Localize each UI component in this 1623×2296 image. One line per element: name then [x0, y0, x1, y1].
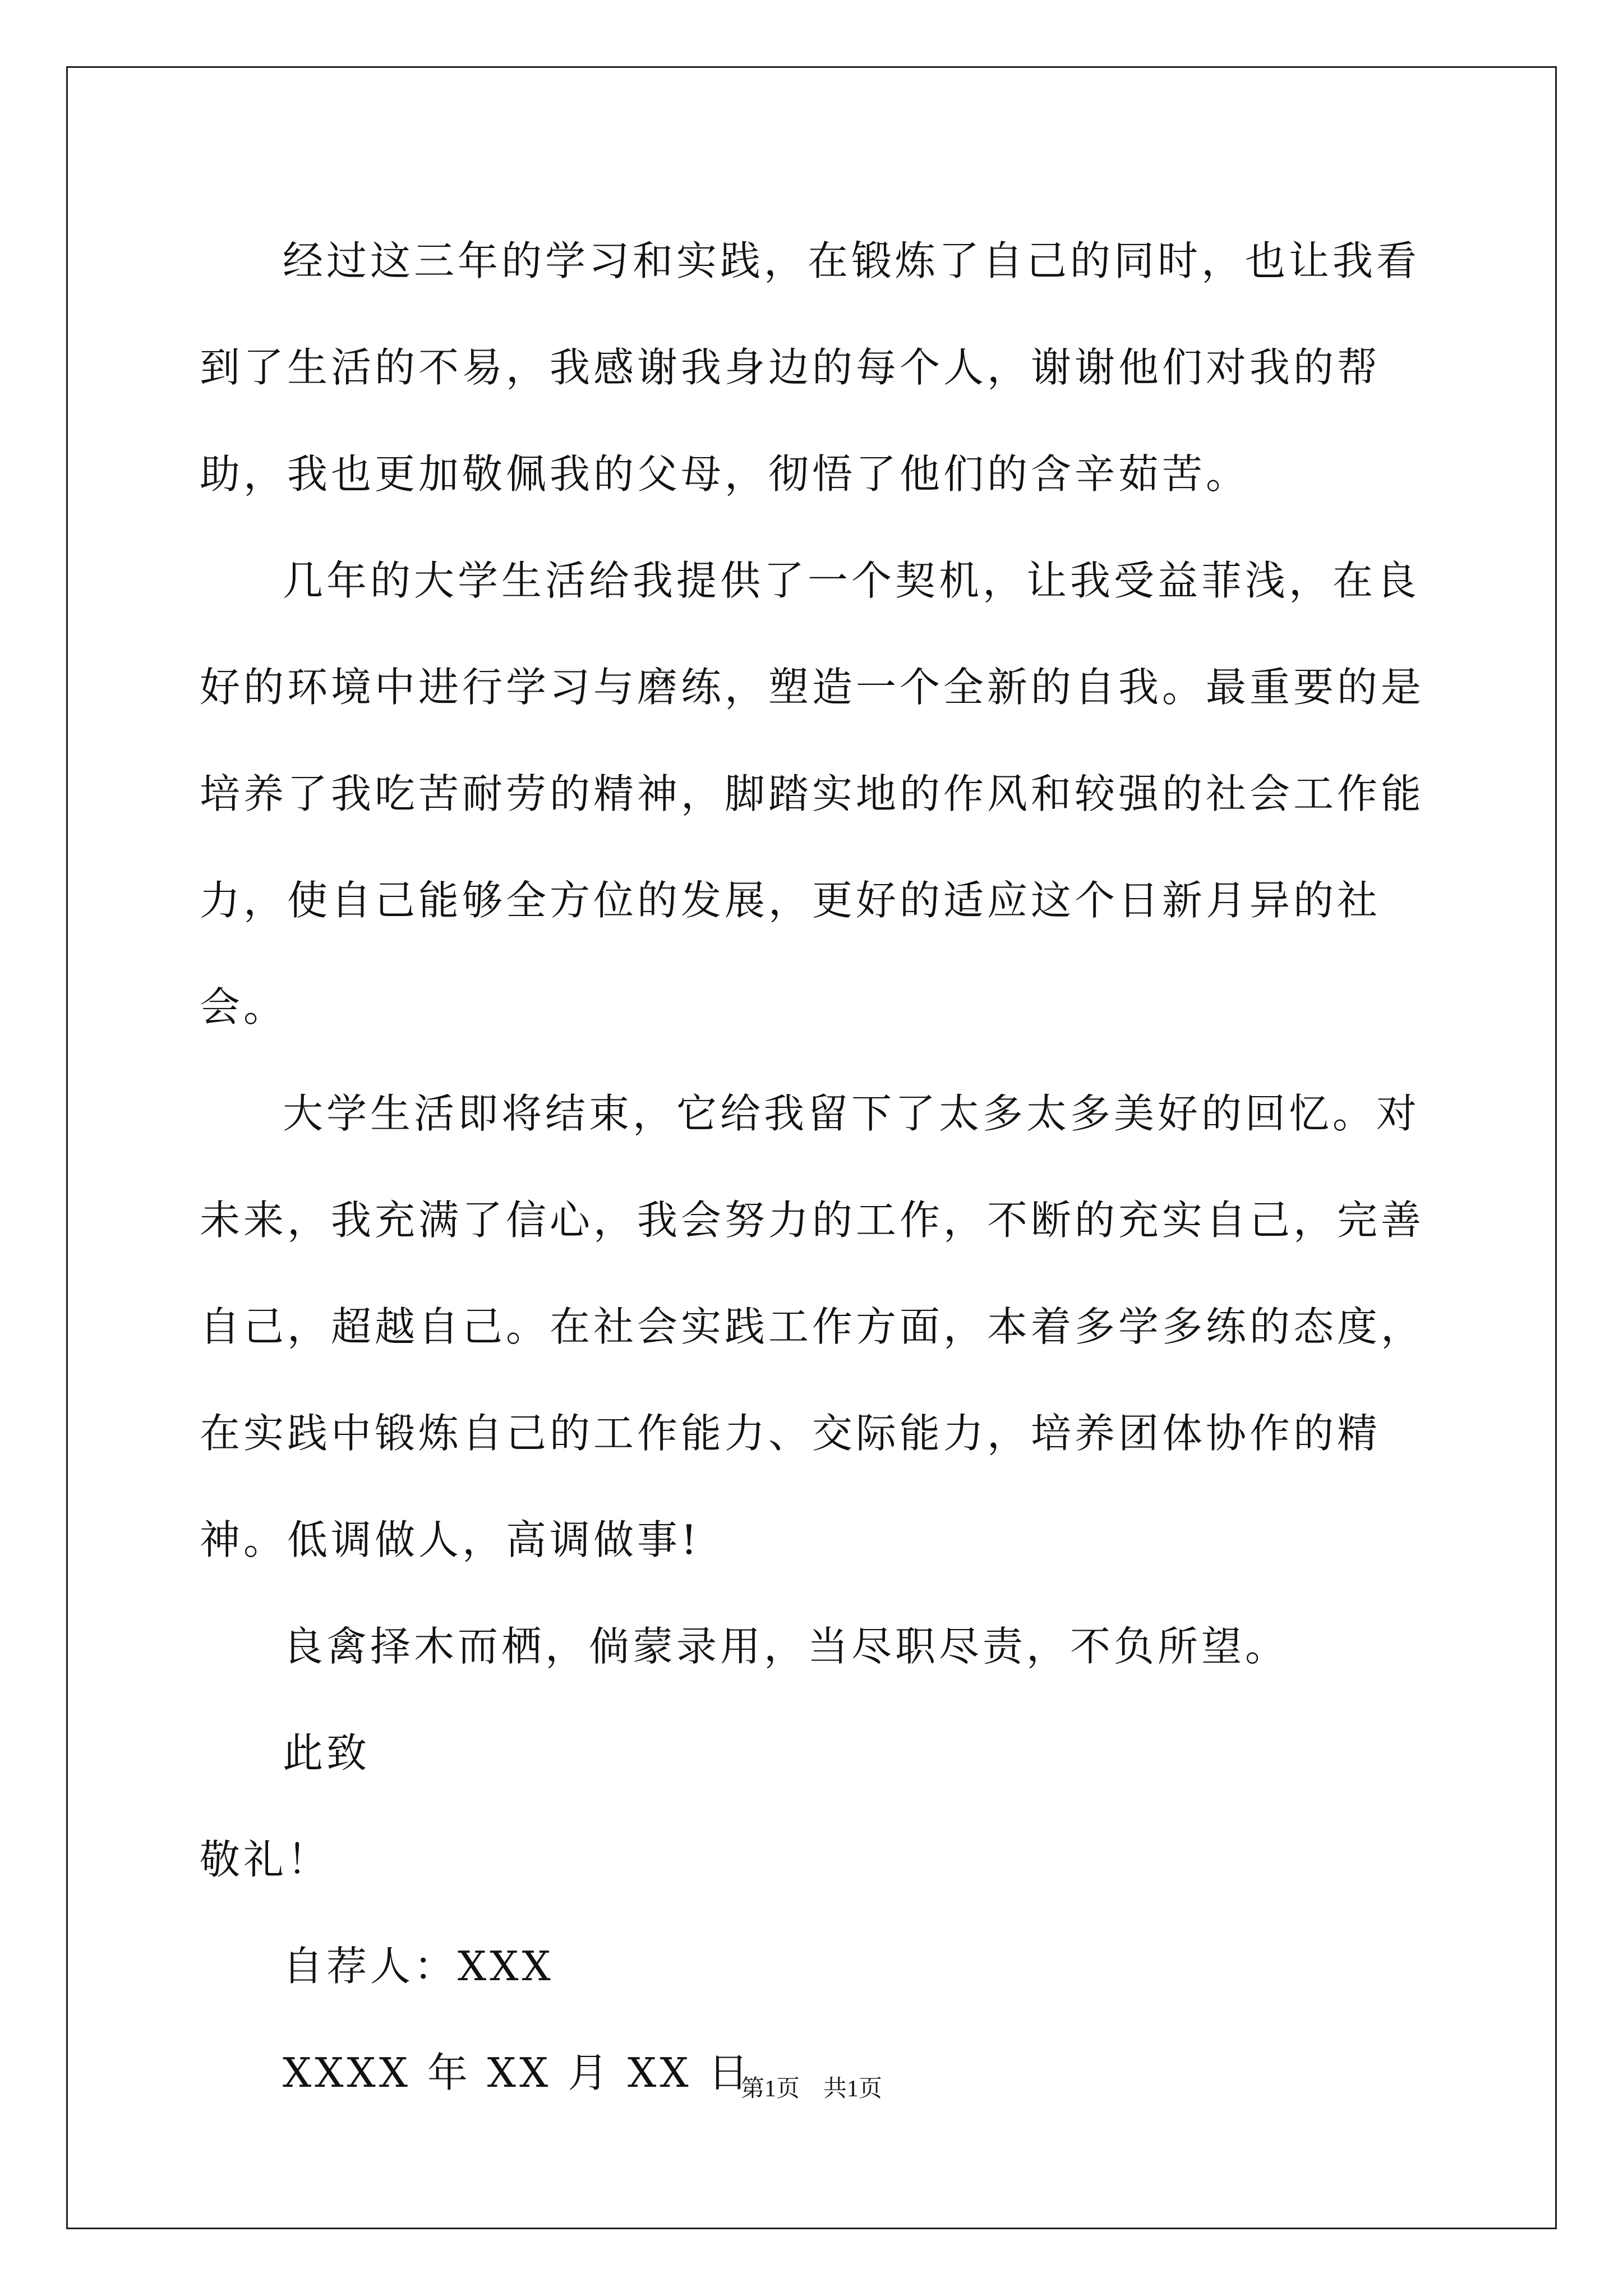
date-line: XXXX 年 XX 月 XX 日 — [283, 2049, 752, 2096]
page-number-footer: 第1页 共1页 — [740, 2076, 882, 2102]
paragraph-2: 几年的大学生活给我提供了一个契机，让我受益菲浅，在良好的环境中进行学习与磨练，塑造一个全新的自我。最重要的是培养了我吃苦耐劳的精神，脚踏实地的作风和较强的社会工作能力，使自己能够全方位的发展，更好的适应这个日新月异的社会。 — [200, 557, 1425, 1030]
paragraph-1: 经过这三年的学习和实践，在锻炼了自己的同时，也让我看到了生活的不易，我感谢我身边的每个人，谢谢他们对我的帮助，我也更加敬佩我的父母，彻悟了他们的含辛茹苦。 — [200, 237, 1421, 498]
signature-line: 自荐人：XXX — [283, 1943, 554, 1990]
paragraph-4: 良禽择木而栖，倘蒙录用，当尽职尽责，不负所望。 — [283, 1623, 1289, 1670]
letter-body — [200, 208, 1428, 2126]
salutation-line: 敬礼！ — [200, 1836, 331, 1883]
paragraph-3: 大学生活即将结束，它给我留下了太多太多美好的回忆。对未来，我充满了信心，我会努力的工作，不断的充实自己，完善自己，超越自己。在社会实践工作方面，本着多学多练的态度，在实践中锻炼自己的工作能力、交际能力，培养团体协作的精神。低调做人，高调做事! — [200, 1090, 1425, 1563]
closing-line: 此致 — [283, 1729, 371, 1777]
